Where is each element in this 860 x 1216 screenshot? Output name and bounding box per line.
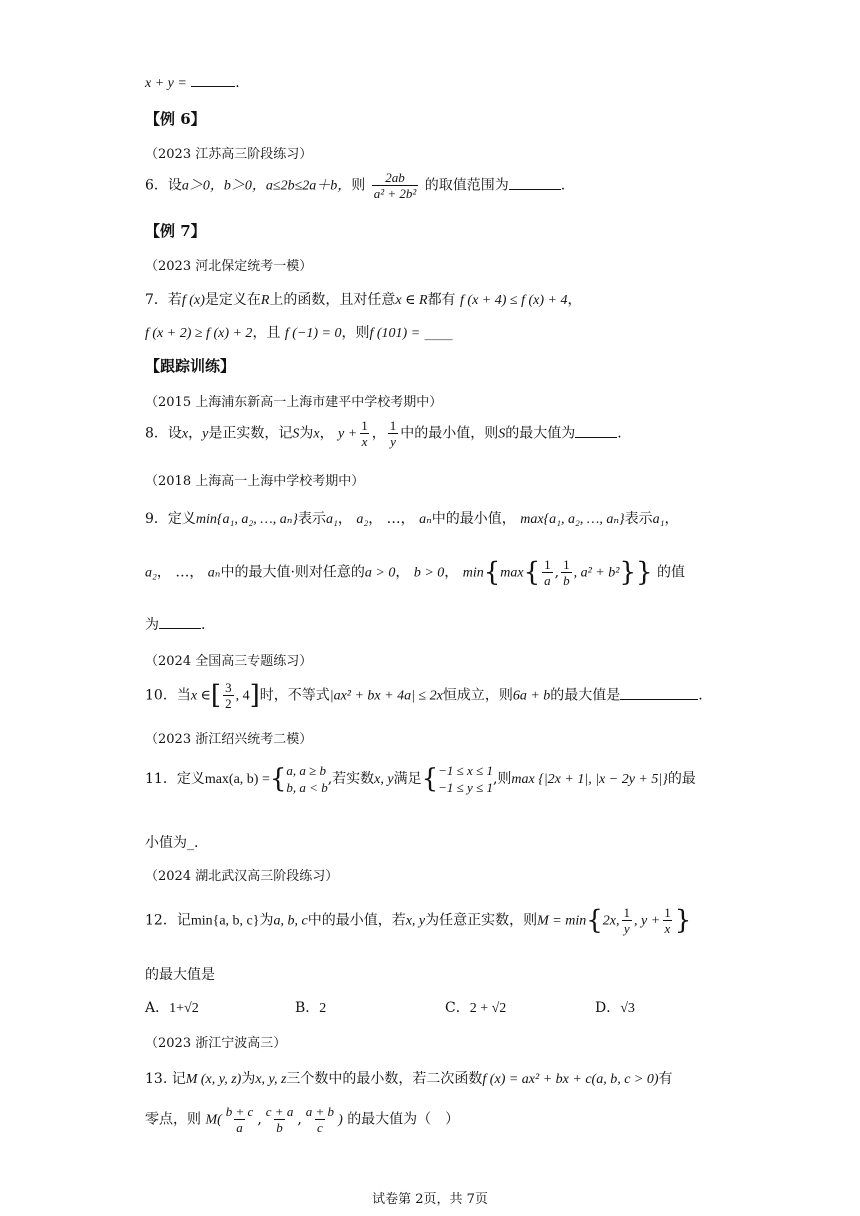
- q6-tail: 的取值范围为: [424, 177, 509, 194]
- q8-comma3: ，: [371, 425, 386, 442]
- q9-end: .: [201, 617, 206, 633]
- q9-brace-close: }}: [619, 557, 653, 588]
- q10-text2: 恒成立，则: [442, 687, 513, 704]
- xy-sum-expr: x + y =: [145, 76, 187, 91]
- q9-text4: 中的最大值·则对任意的: [220, 564, 365, 581]
- question-10: [145, 680, 703, 711]
- q9-a2: a₂: [356, 512, 369, 527]
- q9-frac2-den: b: [563, 573, 570, 588]
- q11-expr: max {|2x + 1|, |x − 2y + 5|}: [511, 772, 668, 787]
- q13-text4: 零点，则: [145, 1111, 201, 1128]
- q12-option-a-label: A．: [145, 1000, 170, 1016]
- question-9-line3: [145, 614, 205, 634]
- q12-option-d-value: √3: [620, 1001, 635, 1016]
- q8-text: 是正实数，记: [208, 425, 293, 442]
- q13-close: ): [338, 1112, 343, 1128]
- question-7-line2: [145, 322, 453, 342]
- q9-min-set: min{a₁, a₂, …, aₙ}: [195, 512, 298, 527]
- q8-text2: 为: [299, 425, 314, 442]
- question-13: [145, 1068, 673, 1088]
- q12-frac1: [622, 905, 633, 936]
- q12-option-b-value: 2: [319, 1001, 327, 1016]
- example-6-source: （2023 江苏高三阶段练习）: [145, 147, 313, 162]
- q10-bracket-close: ]: [249, 680, 260, 711]
- q10-bracket-open: [: [210, 680, 222, 711]
- q9-dots2: …: [175, 564, 190, 581]
- q9-an: aₙ: [419, 512, 432, 527]
- q7-fx: f (x): [181, 293, 205, 308]
- question-12-line2: 的最大值是: [145, 967, 215, 983]
- q11-def: max(a, b) =: [204, 772, 270, 787]
- q7-text3: 都有: [427, 292, 456, 308]
- q11-source: （2023 浙江绍兴统考二模）: [145, 732, 313, 747]
- q12-option-d-label: D．: [595, 1000, 621, 1016]
- q12-frac2-den: x: [664, 921, 671, 936]
- q9-bgt: b > 0: [413, 565, 445, 581]
- q7-R: R: [260, 293, 270, 308]
- q10-end: .: [698, 687, 703, 704]
- q10-source: （2024 全国高三专题练习）: [145, 654, 313, 669]
- q9-expr-min: min: [462, 565, 484, 581]
- question-8: [145, 418, 622, 449]
- q12-brace-open: {: [586, 905, 603, 936]
- q7-and: ，且: [252, 325, 281, 341]
- q13-frac1-num: b + c: [225, 1104, 254, 1119]
- q8-frac2: [388, 418, 399, 449]
- q7-intro: 7．若: [145, 292, 182, 308]
- q12-brace-close: }: [674, 905, 692, 936]
- example-7-source: （2023 河北保定统考一模）: [145, 259, 313, 274]
- q12-option-a[interactable]: [145, 997, 295, 1017]
- q13-Mxyz: M (x, y, z): [185, 1072, 242, 1087]
- q7-blank: ____: [424, 325, 453, 341]
- q8-frac2-num: 1: [389, 418, 397, 433]
- q7-ineq2: f (x + 2) ≥ f (x) + 2: [145, 326, 253, 341]
- q13-text5: 的最大值为（ ）: [347, 1111, 460, 1128]
- q13-frac1-den: a: [236, 1120, 243, 1135]
- q9-text5: 的值: [657, 564, 685, 581]
- answer-blank: [191, 74, 235, 87]
- q12-text: 为: [259, 912, 274, 929]
- q13-frac2-num: c + a: [265, 1104, 294, 1119]
- q8-x: x: [181, 426, 189, 442]
- q13-text3: 有: [658, 1071, 673, 1087]
- q7-x-in-R: x ∈ R: [395, 293, 428, 308]
- q12-min-abc: min{a, b, c}: [190, 913, 260, 929]
- q7-cond: f (−1) = 0: [284, 326, 342, 341]
- q12-options: [145, 997, 635, 1017]
- q8-frac1: [359, 418, 370, 449]
- q9-brace-open2: {: [523, 557, 541, 588]
- end-dot: .: [235, 75, 240, 91]
- q10-text: 时，不等式: [259, 687, 330, 704]
- q11-text: ,若实数: [327, 771, 375, 787]
- q9-intro: 9．定义: [145, 511, 196, 527]
- q13-M: M(: [205, 1112, 222, 1128]
- q11-text2: 满足: [393, 771, 422, 787]
- q7-then: ，则: [341, 325, 370, 341]
- q9-text3: 表示: [624, 511, 653, 527]
- q10-intro: 10．当: [145, 687, 191, 704]
- q11-conds: [438, 762, 493, 796]
- q9-source: （2018 上海高一上海中学校考期中）: [145, 474, 365, 489]
- q13-text: 为: [241, 1071, 256, 1087]
- q6-blank: [509, 177, 561, 190]
- q12-option-a-value: 1+√2: [169, 1001, 199, 1016]
- q7-comma: ，: [567, 292, 582, 308]
- q9-a1: a₁: [325, 512, 338, 527]
- q13-frac2: [264, 1104, 296, 1135]
- question-12: [145, 905, 691, 936]
- q6-prefix: 6．设: [145, 177, 182, 194]
- q9-c7: ，: [444, 564, 459, 581]
- q6-frac-den: a² + 2b²: [373, 186, 417, 201]
- q12-option-c-label: C．: [445, 1000, 470, 1016]
- q13-frac3-den: c: [317, 1120, 323, 1135]
- q9-comma: ，: [664, 511, 679, 527]
- q12-M: M = min: [537, 913, 587, 929]
- q13-intro: 13. 记: [145, 1071, 186, 1087]
- q7-ineq1: f (x + 4) ≤ f (x) + 4: [460, 293, 568, 308]
- q8-comma: ，: [188, 425, 203, 442]
- q11-cond1: −1 ≤ x ≤ 1: [438, 763, 493, 778]
- q12-frac2-num: 1: [664, 905, 671, 920]
- q9-c2: ，: [368, 511, 383, 527]
- q11-intro: 11．定义: [145, 771, 205, 787]
- q12-frac1-num: 1: [623, 905, 631, 920]
- q6-ineq: a≤2b≤2a＋b，: [265, 178, 352, 194]
- q9-text2: 中的最小值，: [431, 511, 516, 527]
- top-answer-line: [145, 74, 240, 92]
- q12-t2: , y +: [634, 913, 661, 929]
- q13-frac3-num: a + b: [305, 1104, 335, 1119]
- q6-end: .: [560, 177, 566, 194]
- q8-intro: 8．设: [145, 425, 182, 442]
- q13-source: （2023 浙江宁波高三）: [145, 1036, 287, 1051]
- q12-option-c[interactable]: [445, 997, 595, 1017]
- q13-frac1: [224, 1104, 256, 1135]
- q13-text2: 三个数中的最小数，若二次函数: [286, 1071, 483, 1087]
- q12-option-d[interactable]: [595, 997, 635, 1017]
- q9-frac1-num: 1: [544, 557, 551, 572]
- q9-c1: ，: [337, 511, 352, 527]
- q9-dots: …: [386, 511, 401, 527]
- q12-source: （2024 湖北武汉高三阶段练习）: [145, 869, 339, 884]
- q11-case1: a, a ≥ b: [286, 763, 327, 778]
- q8-yplus: y +: [338, 426, 358, 442]
- q12-intro: 12．记: [145, 912, 191, 929]
- q11-xy: x, y: [374, 772, 394, 787]
- example-6-heading: 【例 6】: [145, 110, 206, 128]
- question-11-line2: 小值为_.: [145, 835, 199, 851]
- q8-S2: S: [498, 426, 506, 442]
- q10-x-in: x ∈: [190, 688, 211, 704]
- q9-c6: ，: [395, 564, 410, 581]
- q6-a-cond: a＞0，: [181, 178, 224, 194]
- q9-text6: 为: [145, 617, 159, 633]
- q9-text: 表示: [297, 511, 326, 527]
- q10-frac-den: 2: [225, 696, 232, 711]
- q8-S: S: [292, 426, 300, 442]
- q9-frac1-den: a: [544, 573, 551, 588]
- q8-blank: [575, 425, 617, 438]
- q11-text3: ,则: [492, 771, 512, 787]
- q9-an-b: aₙ: [207, 565, 221, 581]
- question-9-line1: [145, 508, 679, 528]
- q9-brace-open: {: [483, 557, 501, 588]
- q13-fx: f (x) = ax² + bx + c(a, b, c > 0): [482, 1072, 659, 1087]
- q11-text4: 的最: [667, 771, 696, 787]
- q12-option-b[interactable]: [295, 997, 445, 1017]
- q8-y: y: [202, 426, 209, 442]
- page-footer: 试卷第 2页，共 7页: [372, 1192, 488, 1207]
- question-13-line2: 零点，则 M( $\frac{b + c}{a}$ , $\frac{c + a}{b}$ , $\frac{a + b}{c}$ ) 的最大值为（ ）: [145, 1104, 460, 1135]
- q12-frac2: [662, 905, 673, 936]
- q9-c4: ，: [156, 564, 171, 581]
- q10-expr: 6a + b: [512, 688, 551, 704]
- q9-c5: ，: [189, 564, 204, 581]
- q11-brace: {: [269, 764, 287, 794]
- q9-frac2: [561, 557, 572, 588]
- q10-blank: [620, 687, 698, 700]
- q10-frac: [223, 680, 234, 711]
- q12-text3: 为任意正实数，则: [425, 912, 538, 929]
- q6-fraction: [372, 170, 419, 201]
- q10-upper: , 4: [235, 688, 250, 704]
- q8-frac1-num: 1: [361, 418, 368, 433]
- q11-cases: [286, 762, 327, 796]
- question-7-line1: [145, 289, 581, 309]
- q12-option-b-label: B．: [295, 1000, 320, 1016]
- q11-cond2: −1 ≤ y ≤ 1: [438, 780, 493, 795]
- q13-frac3: [304, 1104, 336, 1135]
- q8-text4: 的最大值为: [505, 425, 576, 442]
- follow-training-heading: 【跟踪训练】: [145, 357, 236, 375]
- q9-expr-tail: , a² + b²: [573, 565, 620, 581]
- q13-xyz: x, y, z: [255, 1072, 287, 1087]
- q9-agt: a > 0: [364, 565, 396, 581]
- q12-text2: 中的最小值，若: [307, 912, 406, 929]
- q9-blank: [159, 616, 201, 629]
- q12-frac1-den: y: [623, 921, 630, 936]
- q9-frac2-num: 1: [563, 557, 570, 572]
- q9-a1-b: a₁: [652, 512, 665, 527]
- q12-t1: 2x,: [602, 913, 620, 929]
- q6-b-cond: b＞0，: [223, 178, 266, 194]
- q13-frac2-den: b: [276, 1120, 283, 1135]
- q7-ask: f (101) =: [369, 326, 421, 341]
- q9-a2-b: a₂: [145, 565, 157, 581]
- question-6: [145, 170, 565, 201]
- example-7-heading: 【例 7】: [145, 222, 206, 240]
- q7-text2: 上的函数，且对任意: [269, 292, 396, 308]
- q9-frac1: [542, 557, 553, 588]
- q6-frac-num: 2ab: [385, 170, 405, 185]
- q9-expr-max: max: [500, 565, 524, 581]
- q10-ineq: |ax² + bx + 4a| ≤ 2x: [329, 688, 443, 704]
- q12-xy: x, y: [405, 913, 426, 929]
- q8-source: （2015 上海浦东新高一上海市建平中学校考期中）: [145, 395, 443, 410]
- q7-text: 是定义在: [204, 292, 261, 308]
- q9-max-set: max{a₁, a₂, …, aₙ}: [520, 512, 625, 527]
- q8-frac1-den: x: [361, 434, 368, 449]
- q12-option-c-value: 2 + √2: [469, 1001, 507, 1016]
- q8-frac2-den: y: [390, 434, 396, 449]
- q10-text3: 的最大值是: [550, 687, 621, 704]
- q11-case2: b, a < b: [286, 780, 328, 795]
- q6-then: 则: [351, 177, 366, 194]
- q8-end: .: [617, 425, 622, 442]
- q10-frac-num: 3: [225, 680, 232, 695]
- q8-text3: 中的最小值，则: [400, 425, 499, 442]
- q11-brace2: {: [421, 764, 439, 794]
- q8-comma2: ，: [319, 425, 334, 442]
- question-11: [145, 762, 696, 796]
- q9-c3: ，: [400, 511, 415, 527]
- q8-x2: x: [313, 426, 320, 442]
- question-9-line2: a₂， …， aₙ中的最大值·则对任意的a > 0， b > 0， min{max{ $\frac{1}{a}$ , $\frac{1}{b}$ , a² + b²}} 的值: [145, 557, 685, 588]
- q12-abc: a, b, c: [273, 913, 308, 929]
